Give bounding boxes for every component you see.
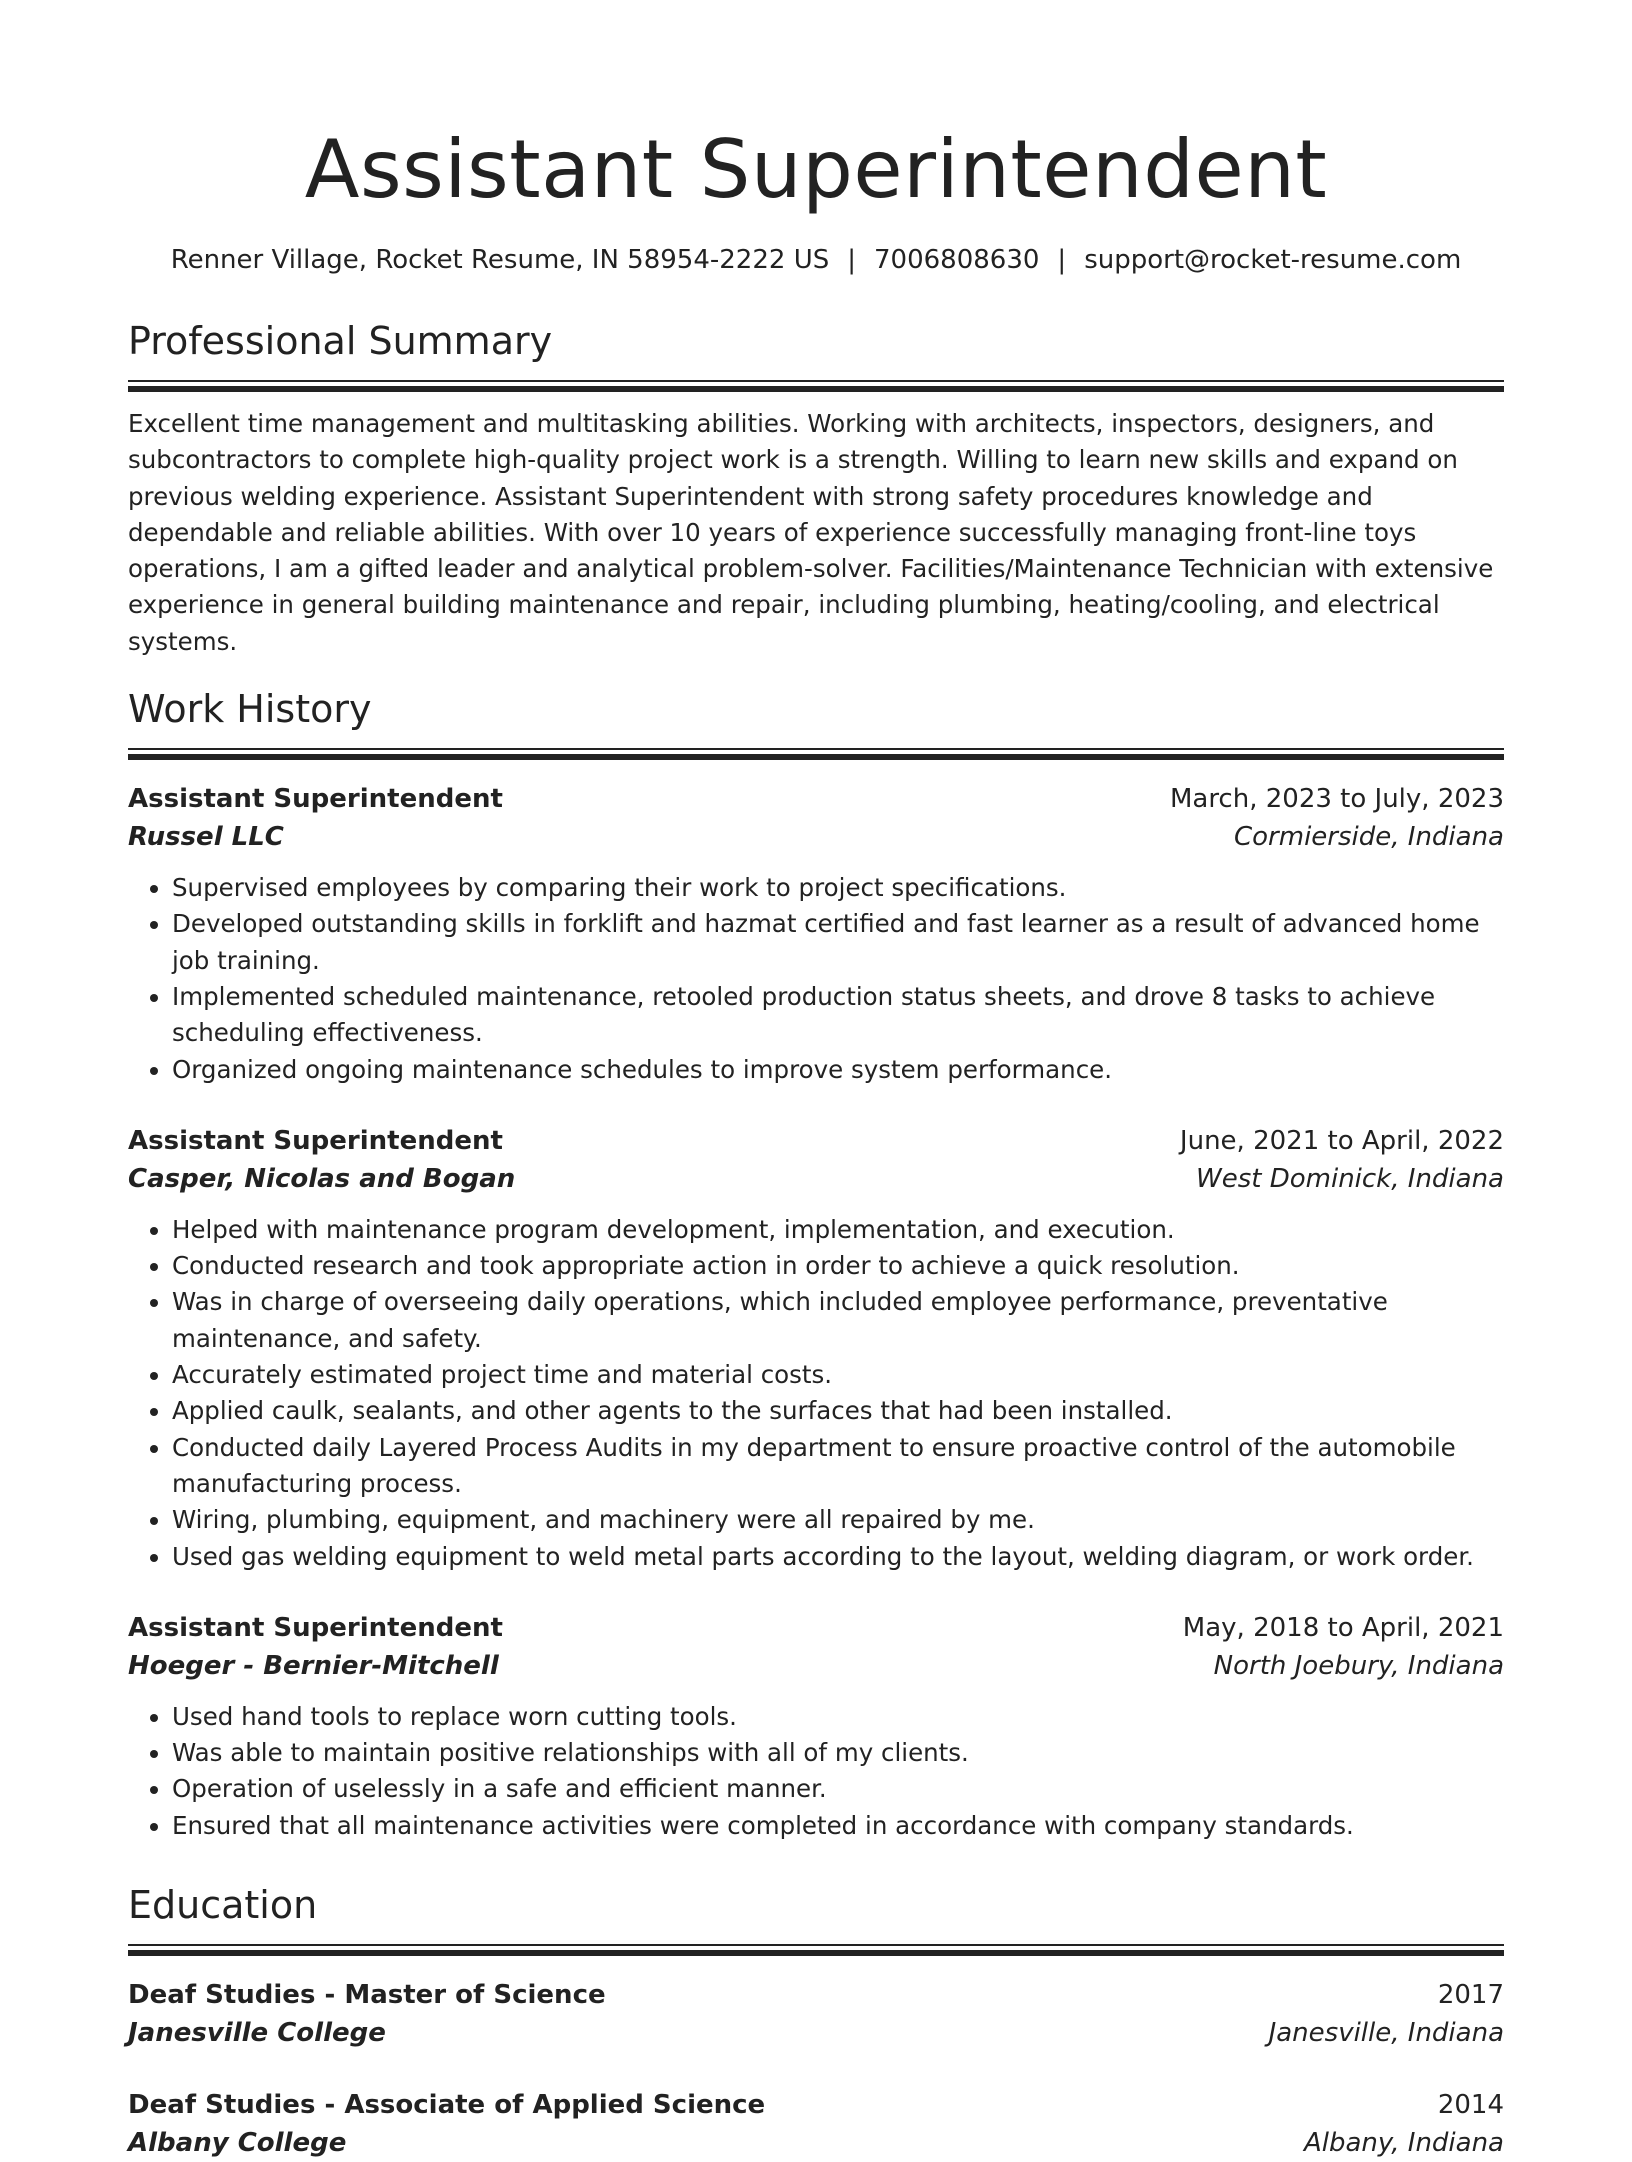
job-entry bbox=[128, 780, 1504, 1088]
education-header bbox=[128, 2086, 1504, 2124]
job-bullet: • Supervised employees by comparing their work to project specifications. bbox=[172, 870, 1504, 906]
education-year: 2014 bbox=[1437, 2090, 1504, 2121]
job-header bbox=[128, 1122, 1504, 1160]
job-company: Casper, Nicolas and Bogan bbox=[128, 1163, 516, 1194]
summary-text: Excellent time management and multitasking abilities. Working with architects, inspectors, designers, and subcontractors to complete high-quality project work is a strength. Willing to learn new skills and expand on previous welding experience. Assistant Superintendent with strong safety procedures knowledge and dependable and reliable abilities. With over 10 years of experience successfully managing front-line toys operations, I am a gifted leader and analytical problem-solver. Facilities/Maintenance Technician with extensive experience in general building maintenance and repair, including plumbing, heating/cooling, and electrical systems. bbox=[128, 409, 1494, 656]
job-title: Assistant Superintendent bbox=[128, 1612, 503, 1643]
section-divider bbox=[128, 380, 1504, 392]
contact-separator: | bbox=[1057, 245, 1067, 275]
education-entry bbox=[128, 2086, 1504, 2162]
education-school: Albany College bbox=[128, 2128, 347, 2159]
education-year: 2017 bbox=[1437, 1980, 1504, 2011]
education-school: Janesville College bbox=[128, 2018, 386, 2049]
resume-name: Assistant Superintendent bbox=[304, 123, 1328, 216]
job-company: Hoeger - Bernier-Mitchell bbox=[128, 1650, 499, 1681]
job-dates: May, 2018 to April, 2021 bbox=[1182, 1612, 1504, 1643]
job-bullet: • Wiring, plumbing, equipment, and machinery were all repaired by me. bbox=[172, 1502, 1504, 1538]
section-divider bbox=[128, 1944, 1504, 1956]
job-bullet: • Developed outstanding skills in forklift and hazmat certified and fast learner as a result of advanced home job training. bbox=[172, 906, 1504, 979]
contact-phone: 7006808630 bbox=[874, 245, 1040, 275]
job-bullet: • Implemented scheduled maintenance, retooled production status sheets, and drove 8 tasks to achieve scheduling effectiveness. bbox=[172, 979, 1504, 1052]
education-degree: Deaf Studies - Master of Science bbox=[128, 1980, 606, 2011]
summary-section bbox=[128, 316, 1504, 660]
job-bullet: • Conducted daily Layered Process Audits in my department to ensure proactive control of the automobile manufacturing process. bbox=[172, 1430, 1504, 1503]
job-entry bbox=[128, 1122, 1504, 1575]
job-title: Assistant Superintendent bbox=[128, 1125, 503, 1156]
section-title-education: Education bbox=[128, 1883, 318, 1928]
job-dates: March, 2023 to July, 2023 bbox=[1169, 784, 1504, 815]
contact-line bbox=[128, 242, 1504, 278]
job-company: Russel LLC bbox=[128, 822, 284, 853]
job-location: Cormierside, Indiana bbox=[1233, 822, 1504, 853]
education-location: Albany, Indiana bbox=[1303, 2128, 1504, 2159]
job-bullets bbox=[128, 1699, 1504, 1844]
job-header bbox=[128, 1609, 1504, 1647]
education-header bbox=[128, 1976, 1504, 2014]
education-entry bbox=[128, 1976, 1504, 2052]
job-header bbox=[128, 780, 1504, 818]
job-bullets bbox=[128, 870, 1504, 1088]
education-degree: Deaf Studies - Associate of Applied Science bbox=[128, 2090, 766, 2121]
job-subheader bbox=[128, 1160, 1504, 1198]
job-bullet: • Conducted research and took appropriate action in order to achieve a quick resolution. bbox=[172, 1248, 1504, 1284]
job-bullet: • Applied caulk, sealants, and other agents to the surfaces that had been installed. bbox=[172, 1393, 1504, 1429]
section-divider bbox=[128, 748, 1504, 760]
education-subheader bbox=[128, 2124, 1504, 2162]
job-bullets bbox=[128, 1212, 1504, 1575]
job-bullet: • Operation of uselessly in a safe and efficient manner. bbox=[172, 1771, 1504, 1807]
job-bullet: • Helped with maintenance program development, implementation, and execution. bbox=[172, 1212, 1504, 1248]
contact-address: Renner Village, Rocket Resume, IN 58954-2222 US bbox=[170, 245, 830, 275]
education-subheader bbox=[128, 2014, 1504, 2052]
job-bullet: • Was able to maintain positive relationships with all of my clients. bbox=[172, 1735, 1504, 1771]
job-bullet: • Used hand tools to replace worn cutting tools. bbox=[172, 1699, 1504, 1735]
job-location: North Joebury, Indiana bbox=[1213, 1650, 1504, 1681]
job-subheader bbox=[128, 818, 1504, 856]
education-location: Janesville, Indiana bbox=[1268, 2018, 1504, 2049]
work-history-section bbox=[128, 684, 1504, 1844]
job-bullet: • Ensured that all maintenance activities were completed in accordance with company standards. bbox=[172, 1808, 1504, 1844]
job-bullet: • Organized ongoing maintenance schedules to improve system performance. bbox=[172, 1052, 1504, 1088]
job-title: Assistant Superintendent bbox=[128, 784, 503, 815]
section-title-summary: Professional Summary bbox=[128, 319, 553, 363]
job-bullet: • Accurately estimated project time and material costs. bbox=[172, 1357, 1504, 1393]
job-bullet: • Used gas welding equipment to weld metal parts according to the layout, welding diagram, or work order. bbox=[172, 1539, 1504, 1575]
job-location: West Dominick, Indiana bbox=[1196, 1163, 1504, 1194]
job-bullet: • Was in charge of overseeing daily operations, which included employee performance, preventative maintenance, and safety. bbox=[172, 1284, 1504, 1357]
contact-email: support@rocket-resume.com bbox=[1084, 245, 1462, 275]
education-section bbox=[128, 1880, 1504, 2162]
job-entry bbox=[128, 1609, 1504, 1844]
job-subheader bbox=[128, 1647, 1504, 1685]
section-title-work-history: Work History bbox=[128, 687, 372, 732]
job-dates: June, 2021 to April, 2022 bbox=[1179, 1125, 1504, 1156]
contact-separator: | bbox=[847, 245, 856, 275]
